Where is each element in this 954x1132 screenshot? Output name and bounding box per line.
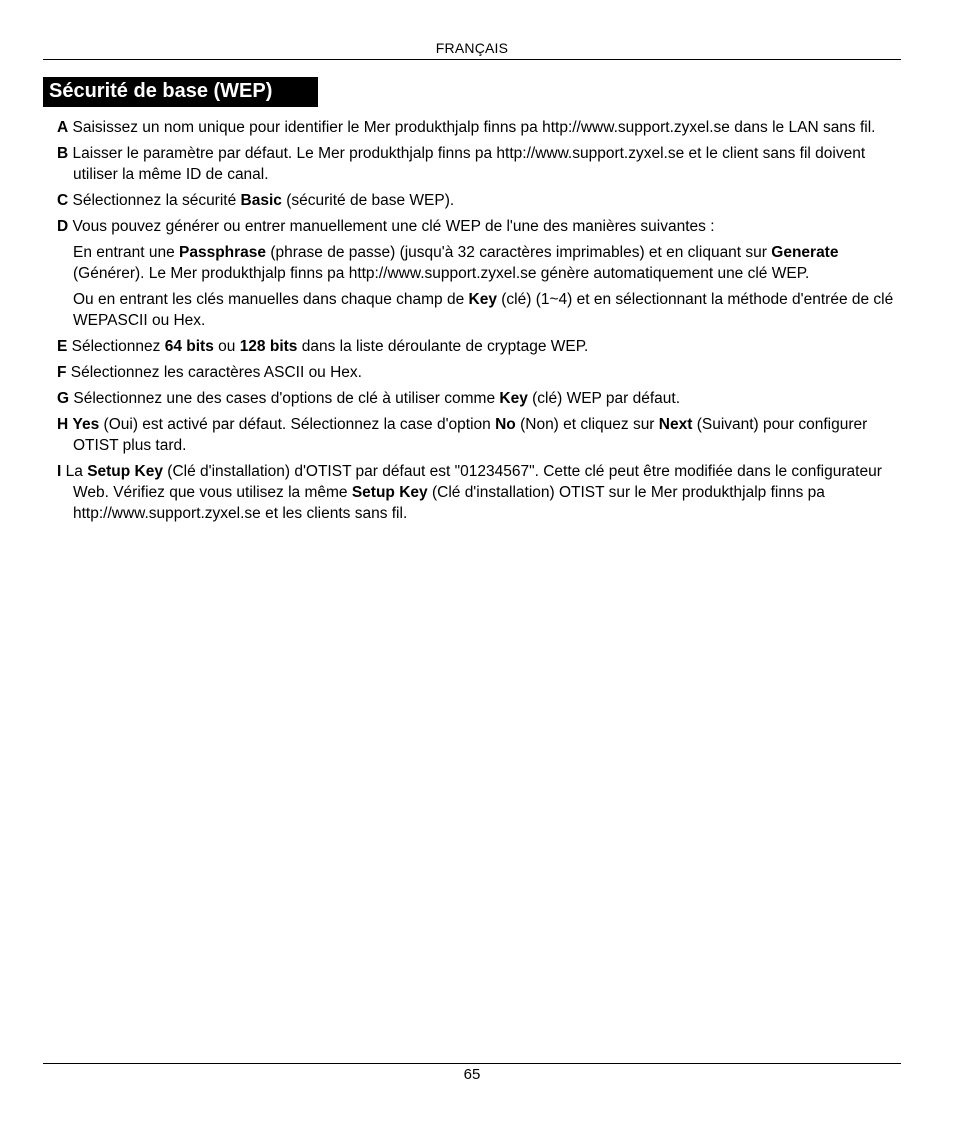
step-e [57,336,897,357]
step-text: (clé) (1~4) et en sélectionnant la méthode d'entrée de clé WEPASCII ou Hex. [73,291,894,329]
step-letter: A [57,119,69,136]
step-d-option-passphrase [57,242,897,284]
step-text: (Clé d'installation) d'OTIST par défaut est "01234567". Cette clé peut être modifiée dans le configurateur Web. Vérifiez que vous utilisez la même [73,463,882,501]
step-text: dans la liste déroulante de cryptage WEP. [297,338,589,355]
step-a [57,117,897,138]
step-i [57,461,897,524]
step-text: Sélectionnez la sécurité [72,192,241,209]
step-d [57,216,897,237]
step-text: Sélectionnez les caractères ASCII ou Hex. [70,364,362,381]
step-letter: I [57,463,62,480]
step-d-option-manual [57,289,897,331]
step-c [57,190,897,211]
step-bold-term: 128 bits [239,338,298,355]
step-letter: C [57,192,69,209]
step-text: La [65,463,88,480]
step-text: (phrase de passe) (jusqu'à 32 caractères imprimables) et en cliquant sur [266,244,772,261]
step-text: Ou en entrant les clés manuelles dans chaque champ de [73,291,469,308]
step-bold-term: Next [658,416,693,433]
step-letter: D [57,218,69,235]
step-text: Vous pouvez générer ou entrer manuellement une clé WEP de l'une des manières suivantes : [72,218,715,235]
step-text: (Suivant) pour configurer OTIST plus tard. [73,416,868,454]
step-bold-term: 64 bits [164,338,214,355]
step-text: (Clé d'installation) OTIST sur le Mer produkthjalp finns pa http://www.support.zyxel.se et les clients sans fil. [73,484,825,522]
step-text: (Oui) est activé par défaut. Sélectionnez la case d'option [99,416,496,433]
header-divider [43,59,901,60]
step-text: Saisissez un nom unique pour identifier le Mer produkthjalp finns pa http://www.support.zyxel.se dans le LAN sans fil. [72,119,876,136]
step-letter: B [57,145,69,162]
step-text: (Non) et cliquez sur [515,416,659,433]
step-text: (sécurité de base WEP). [281,192,455,209]
step-letter: E [57,338,68,355]
step-bold-term: Key [499,390,528,407]
step-g [57,388,897,409]
step-text: Sélectionnez [71,338,165,355]
footer-divider [43,1063,901,1064]
step-bold-term: Passphrase [179,244,267,261]
step-bold-term: Yes [72,416,100,433]
step-bold-term: Key [468,291,497,308]
instruction-list [57,117,897,529]
step-text: Sélectionnez une des cases d'options de clé à utiliser comme [73,390,500,407]
step-text: En entrant une [73,244,179,261]
step-bold-term: Basic [240,192,282,209]
header-language: FRANÇAIS [435,40,509,56]
step-letter: G [57,390,70,407]
step-letter: H [57,416,69,433]
step-text: Laisser le paramètre par défaut. Le Mer produkthjalp finns pa http://www.support.zyxel.se et le client sans fil doivent utiliser la même ID de canal. [72,145,866,183]
step-b [57,143,897,185]
step-letter: F [57,364,67,381]
step-text: (clé) WEP par défaut. [527,390,681,407]
section-title: Sécurité de base (WEP) [43,77,318,107]
step-text: (Générer). Le Mer produkthjalp finns pa http://www.support.zyxel.se génère automatiquement une clé WEP. [73,265,810,282]
step-bold-term: Generate [771,244,839,261]
step-bold-term: Setup Key [351,484,428,501]
step-h [57,414,897,456]
page-number: 65 [463,1066,481,1083]
step-text: ou [213,338,240,355]
step-f [57,362,897,383]
step-bold-term: Setup Key [87,463,163,480]
step-bold-term: No [495,416,516,433]
